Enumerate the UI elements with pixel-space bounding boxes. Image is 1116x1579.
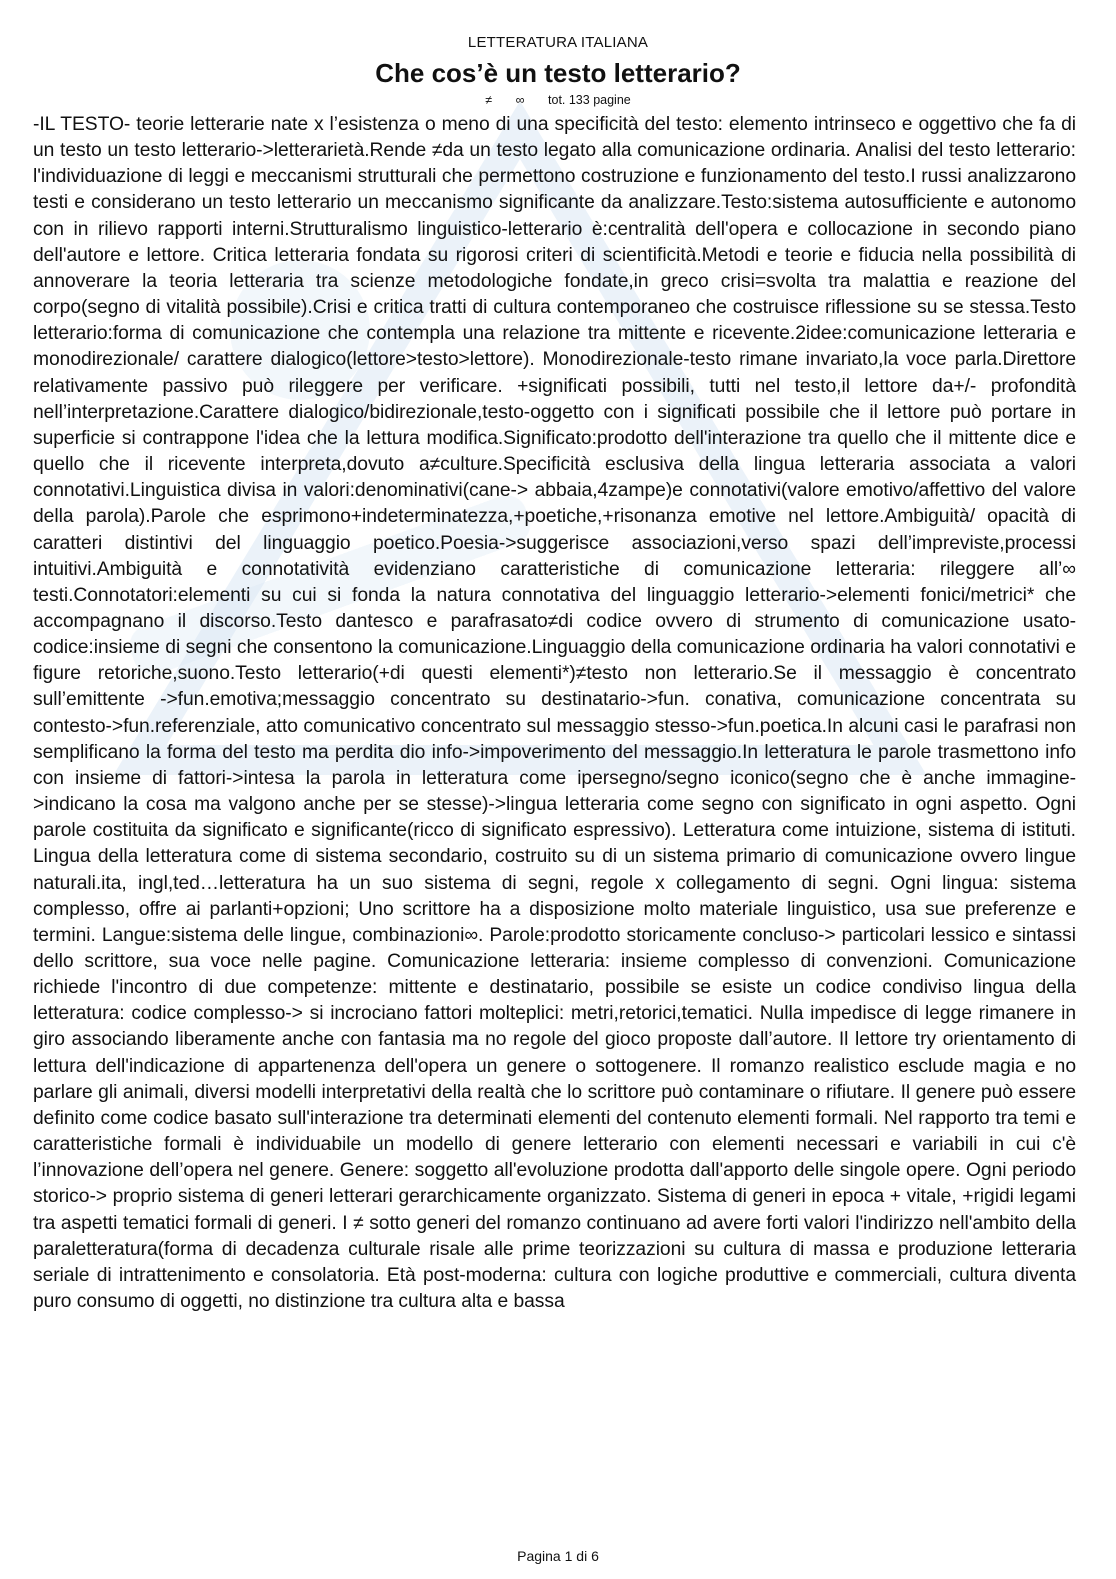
symbol-not-equal: ≠ [485, 93, 493, 107]
body-paragraph: -IL TESTO- teorie letterarie nate x l’esistenza o meno di una specificità del testo: elemento intrinseco e oggettivo che fa di un testo un testo letterario->letterarietà.Rende ≠da un testo legato alla comunicazione ordinaria. Analisi del testo letterario: l'individuazione di leggi e meccanismi strutturali che permettono costruzione e funzionamento del testo.I russi analizzarono testi e considerano un testo letterario un meccanismo significante da analizzare.Testo:sistema autosufficiente e autonomo con in rilievo rapporti interni.Strutturalismo linguistico-letterario è:centralità dell'opera e collocazione in secondo piano dell'autore e lettore. Critica letteraria fondata su rigorosi criteri di scientificità.Metodi e teorie e fiducia nella possibilità di annoverare la teoria letteraria tra scienze metodologiche fondate,in greco crisi=svolta tra malattia e reazione del corpo(segno di vitalità possibile).Crisi e critica tratti di cultura contemporaneo che costruisce riflessione su se stessa.Testo letterario:forma di comunicazione che contempla una relazione tra mittente e ricevente.2idee:comunicazione letteraria e monodirezionale/ carattere dialogico(lettore>testo>lettore). Monodirezionale-testo rimane invariato,la voce parla.Direttore relativamente passivo può rileggere per verificare. +significati possibili, tutti nel testo,il lettore da+/- profondità nell’interpretazione.Carattere dialogico/bidirezionale,testo-oggetto con i significati possibile che il lettore può portare in superficie si contrappone l'idea che la lettura modifica.Significato:prodotto dell'interazione tra quello che il mittente dice e quello che il ricevente interpreta,dovuto a≠culture.Specificità esclusiva della lingua letteraria associata a valori connotativi.Linguistica divisa in valori:denominativi(cane-> abbaia,4zampe)e connotativi(valore emotivo/affettivo del valore della parola).Parole che esprimono+indeterminatezza,+poetiche,+risonanza emotive nel lettore.Ambiguità/ opacità di caratteri distintivi del linguaggio poetico.Poesia->suggerisce associazioni,verso spazi dell’impreviste,processi intuitivi.Ambiguità e connotatività evidenziano caratteristiche di comunicazione letteraria: rileggere all’∞ testi.Connotatori:elementi su cui si fonda la natura connotativa del linguaggio letterario->elementi fonici/metrici* che accompagnano il discorso.Testo dantesco e parafrasato≠di codice ovvero di strumento di comunicazione usato-codice:insieme di segni che consentono la comunicazione.Linguaggio della comunicazione ordinaria ha valori connotativi e figure retoriche,suono.Testo letterario(+di questi elementi*)≠testo non letterario.Se il messaggio è concentrato sull’emittente ->fun.emotiva;messaggio concentrato su destinatario->fun. conativa, comunicazione concentrata su contesto->fun.referenziale, atto comunicativo concentrato sul messaggio stesso->fun.poetica.In alcuni casi le parafrasi non semplificano la forma del testo ma perdita dio info->impoverimento del messaggio.In letteratura le parole trasmettono info con insieme di fattori->intesa la parola in letteratura come ipersegno/segno iconico(segno che è anche immagine->indicano la cosa ma valgono anche per se stesse)->lingua letteraria come segno con significato in ogni aspetto. Ogni parole costituita da significato e significante(ricco di significato espressivo). Letteratura come intuizione, sistema di istituti. Lingua della letteratura come di sistema secondario, costruito su di un sistema primario di comunicazione ovvero lingue naturali.ita, ingl,ted…letteratura ha un suo sistema di segni, regole x collegamento di segni. Ogni lingua: sistema complesso, offre ai parlanti+opzioni; Uno scrittore ha a disposizione molto materiale linguistico, usa sue preferenze e termini. Langue:sistema delle lingue, combinazioni∞. Parole:prodotto storicamente concluso-> particolari lessico e sintassi dello scrittore, sua voce nelle pagine. Comunicazione letteraria: insieme complesso di convenzioni. Comunicazione richiede l'incontro di due competenze: mittente e destinatario, possibile se esiste un codice condiviso lingua della letteratura: codice complesso-> si incrociano fattori molteplici: metri,retorici,tematici. Nulla impedisce di legge rimanere in giro associando liberamente anche con fantasia ma no regole del gioco proposte dall’autore. Il lettore try orientamento di lettura dell'indicazione di appartenenza dell'opera un genere o sottogenere. Il romanzo realistico esclude magia e no parlare gli animali, diversi modelli interpretativi della realtà che lo scrittore può contaminare o rifiutare. Il genere può essere definito come codice basato sull'interazione tra determinati elementi del contenuto elementi formali. Nel rapporto tra temi e caratteristiche formali è individuabile un modello di genere letterario con elementi necessari e variabili in cui c'è l’innovazione dell’opera nel genere. Genere: soggetto all'evoluzione prodotta dall'apporto delle singole opere. Ogni periodo storico-> proprio sistema di generi letterari gerarchicamente organizzato. Sistema di generi in epoca + vitale, +rigidi legami tra aspetti tematici formali di generi. I ≠ sotto generi del romanzo continuano ad avere forti valori l'indirizzo nell'ambito della paraletteratura(forma di decadenza culturale risale alle prime teorizzazioni su cultura di massa e produzione letteraria seriale di intrattenimento e consolatoria. Età post-moderna: cultura con logiche produttive e commerciali, cultura diventa puro consumo di oggetti, no distinzione tra cultura alta e bassa [33, 114, 1076, 1313]
total-pages-label: tot. 133 pagine [548, 93, 631, 107]
subject-heading: LETTERATURA ITALIANA [467, 34, 649, 51]
page-title: Che cos’è un testo letterario? [375, 58, 741, 88]
document-meta [0, 93, 1116, 107]
page-number-footer: Pagina 1 di 6 [517, 1548, 599, 1564]
symbol-infinity: ∞ [515, 93, 525, 107]
